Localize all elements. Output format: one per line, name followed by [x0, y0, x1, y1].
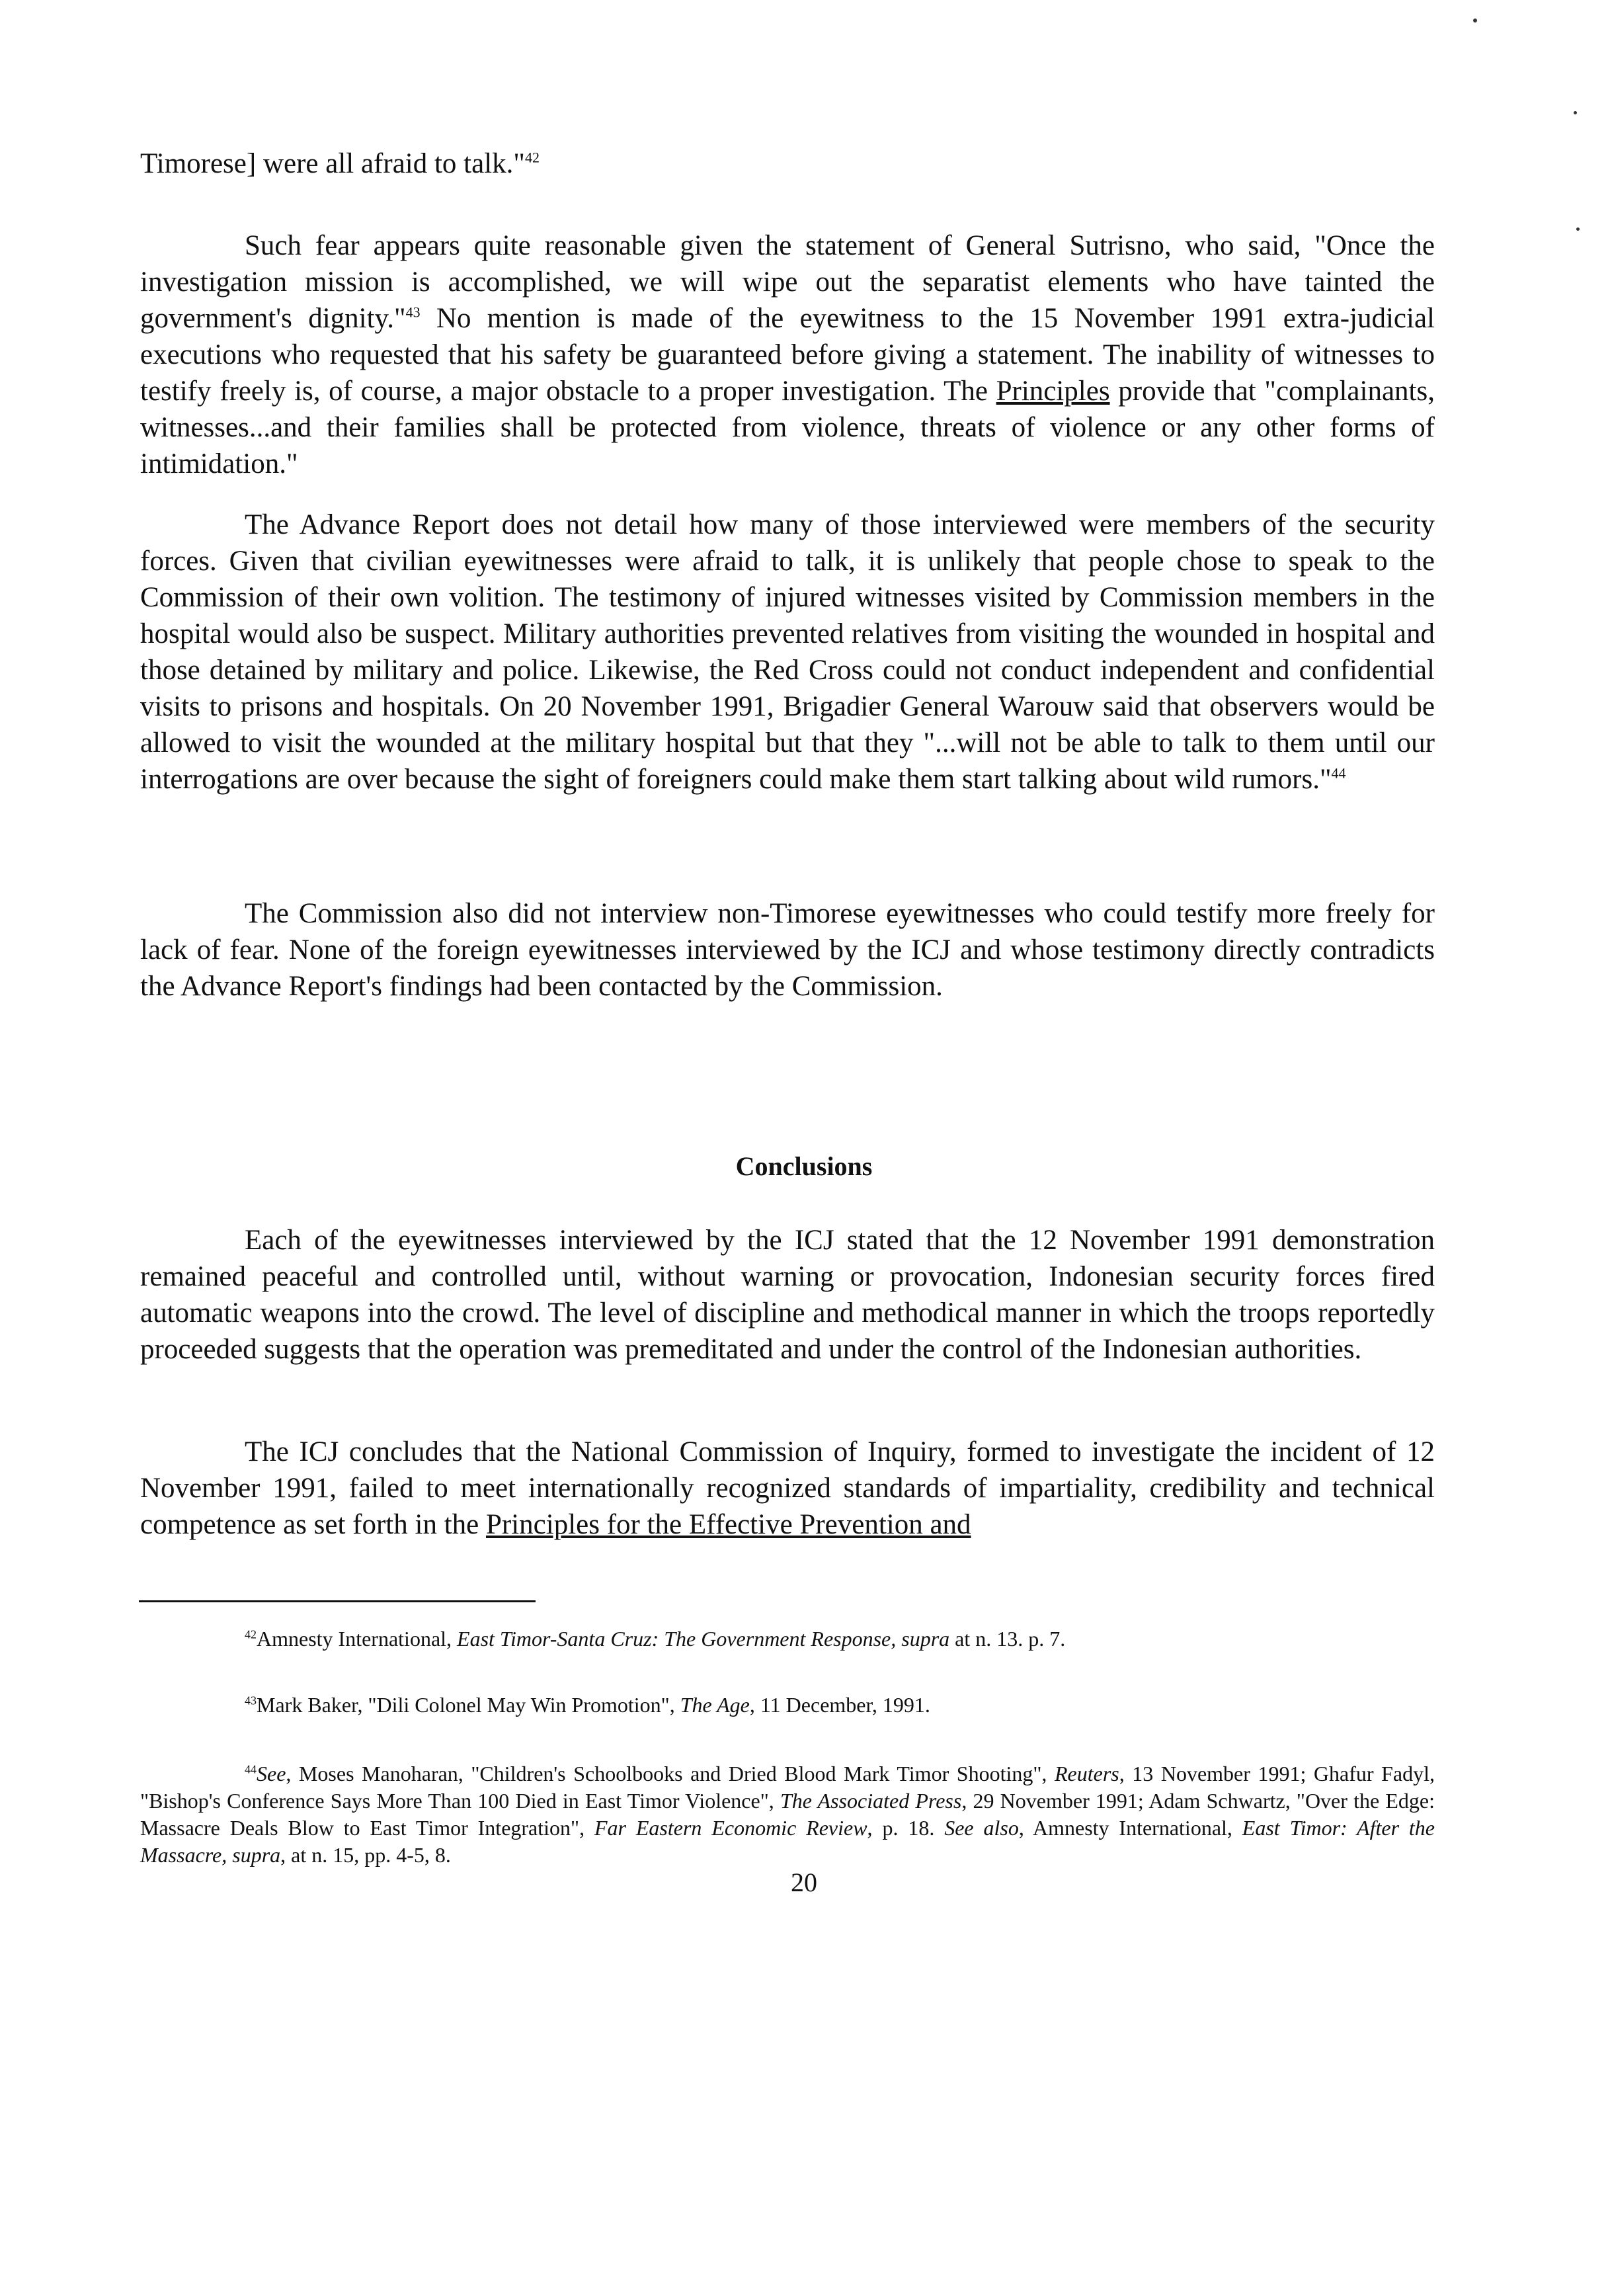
footnote-italic: The Age	[680, 1693, 750, 1717]
conclusions-heading: Conclusions	[735, 1151, 873, 1181]
scan-speck	[1576, 227, 1580, 231]
footnote-text: at n. 13. p. 7.	[949, 1627, 1066, 1651]
paragraph-text: provide that "complainants, witnesses...and their families shall be protected from violence, threats of violence or any other forms of intimidation."	[140, 376, 1435, 479]
footnote-mark: 43	[245, 1694, 257, 1707]
footnote-text: , p. 18.	[867, 1816, 945, 1840]
footnote-text: Amnesty International,	[257, 1627, 458, 1651]
footnote-italic: See also	[944, 1816, 1019, 1840]
conclusion-paragraph-1: Each of the eyewitnesses interviewed by the ICJ stated that the 12 November 1991 demonstration remained peaceful and controlled until, without warning or provocation, Indonesian security forces fired automatic weapons into the crowd. The level of discipline and methodical manner in which the troops reportedly proceeded suggests that the operation was premeditated and under the control of the Indonesian authorities.	[140, 1225, 1435, 1365]
principles-underlined: Principles	[996, 376, 1110, 407]
paragraph-text: Such fear appears quite reasonable given the statement of General Sutrisno, who said, "Once the investigation mission is accomplished, we will wipe out the separatist elements who have tainted the government's dignity."	[140, 230, 1435, 334]
principles-title-underlined: Principles for the Effective Prevention and	[485, 1509, 971, 1540]
scan-speck	[1574, 111, 1577, 114]
footnote-42	[140, 1625, 1435, 1653]
paragraph-text: The Advance Report does not detail how many of those interviewed were members of the security forces. Given that civilian eyewitnesses were afraid to talk, it is unlikely that people chose to speak to the Commission of their own volition. The testimony of injured witnesses visited by Commission members in the hospital would also be suspect. Military authorities prevented relatives from visiting the wounded in hospital and those detained by military and police. Likewise, the Red Cross could not conduct independent and confidential visits to prisons and hospitals. On 20 November 1991, Brigadier General Warouw said that observers would be allowed to visit the wounded at the military hospital but that they "...will not be able to talk to them until our interrogations are over because the sight of foreigners could make them start talking about wild rumors."	[140, 509, 1435, 795]
footnote-divider	[139, 1600, 536, 1602]
footnote-44	[140, 1760, 1435, 1869]
scan-speck	[1473, 19, 1477, 22]
footnote-text: , at n. 15, pp. 4-5, 8.	[280, 1843, 451, 1867]
footnote-text: , 11 December, 1991.	[749, 1693, 930, 1717]
footnote-italic: East Timor: After the Massacre, supra	[140, 1816, 1435, 1867]
continued-paragraph	[140, 145, 1435, 182]
footnote-text: Mark Baker, "Dili Colonel May Win Promotion",	[257, 1693, 680, 1717]
footnote-italic: Reuters	[1054, 1762, 1119, 1785]
footnote-ref-44: 44	[1331, 764, 1346, 782]
continued-text: Timorese] were all afraid to talk."	[140, 148, 525, 179]
footnote-text: , Moses Manoharan, "Children's Schoolbooks and Dried Blood Mark Timor Shooting",	[286, 1762, 1055, 1785]
footnote-italic: Far Eastern Economic Review	[594, 1816, 867, 1840]
paragraph-advance-report	[140, 507, 1435, 798]
footnote-mark: 42	[245, 1627, 257, 1641]
conclusion-paragraph-2	[140, 1434, 1435, 1543]
footnote-italic: East Timor-Santa Cruz: The Government Response, supra	[457, 1627, 950, 1651]
footnote-text: , 29 November 1991; Adam Schwartz, "Over the Edge: Massacre Deals Blow to East Timor Integration",	[140, 1789, 1435, 1840]
paragraph-sutrisno	[140, 227, 1435, 482]
footnote-text: , Amnesty International,	[1018, 1816, 1242, 1840]
paragraph-text: The ICJ concludes that the National Commission of Inquiry, formed to investigate the incident of 12 November 1991, failed to meet internationally recognized standards of impartiality, credibility and technical competence as set forth in the	[140, 1436, 1435, 1540]
footnote-43	[140, 1692, 1435, 1719]
paragraph-non-timorese: The Commission also did not interview non-Timorese eyewitnesses who could testify more freely for lack of fear. None of the foreign eyewitnesses interviewed by the ICJ and whose testimony directly contradicts the Advance Report's findings had been contacted by the Commission.	[140, 898, 1435, 1002]
footnote-italic: The Associated Press	[780, 1789, 962, 1813]
footnote-italic: See	[257, 1762, 286, 1785]
footnote-mark: 44	[245, 1762, 257, 1776]
paragraph-text: No mention is made of the eyewitness to the 15 November 1991 extra-judicial executions who requested that his safety be guaranteed before giving a statement. The inability of witnesses to testify freely is, of course, a major obstacle to a proper investigation. The	[140, 303, 1435, 407]
footnote-ref-43: 43	[405, 304, 421, 321]
footnote-text: , 13 November 1991; Ghafur Fadyl, "Bishop's Conference Says More Than 100 Died in East Timor Violence",	[140, 1762, 1435, 1813]
footnote-ref-42: 42	[524, 149, 540, 166]
page-number: 20	[791, 1867, 817, 1897]
